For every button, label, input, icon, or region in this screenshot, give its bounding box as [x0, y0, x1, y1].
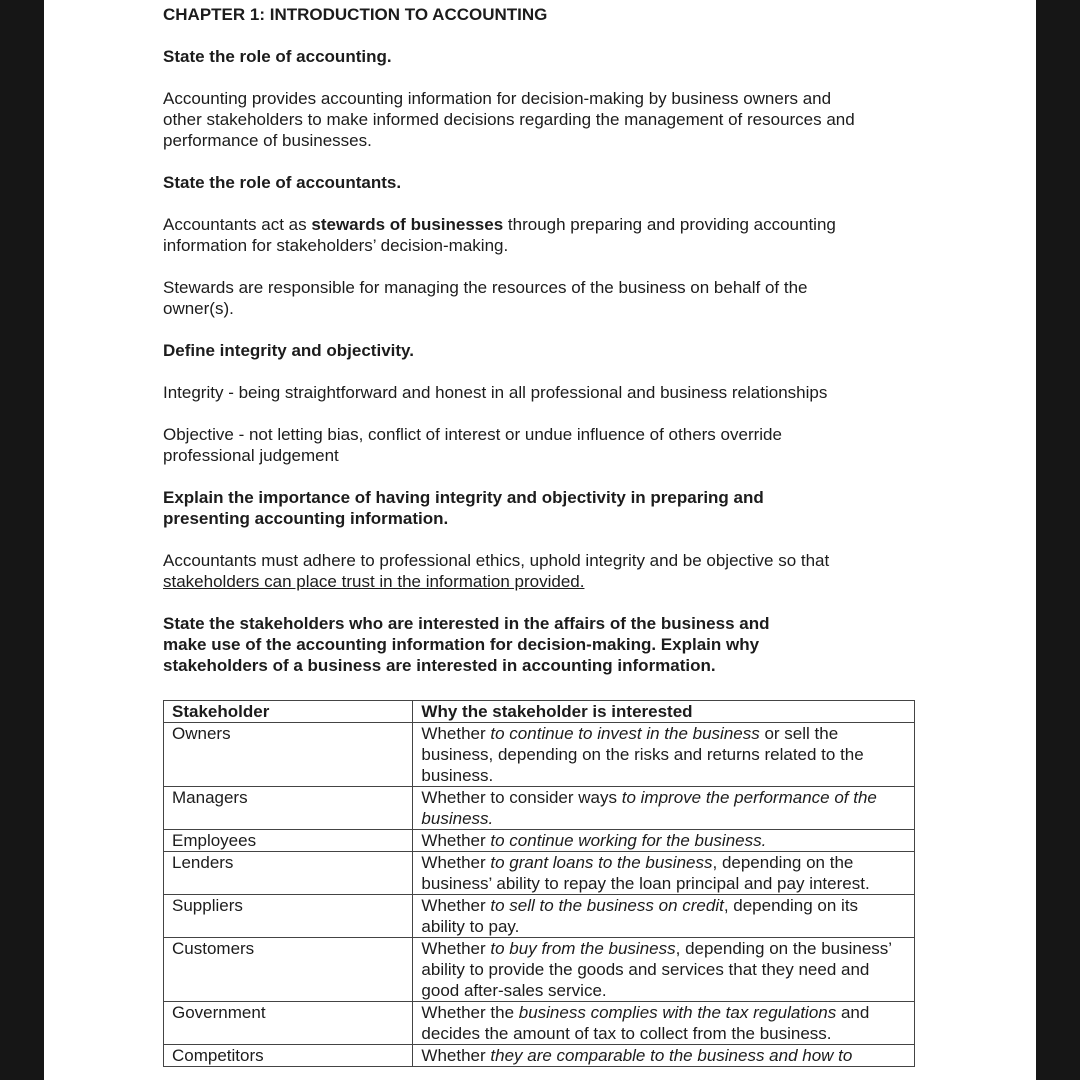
- right-frame: [1036, 0, 1080, 1080]
- table-row: [164, 723, 915, 787]
- table-row: [164, 830, 915, 852]
- italic-span: to sell to the business on credit: [490, 896, 724, 915]
- heading-stakeholders: State the stakeholders who are interested in the affairs of the business and: [163, 614, 770, 633]
- bold-term: stewards of businesses: [311, 215, 504, 234]
- paragraph-line: Objective - not letting bias, conflict of interest or undue influence of others override: [163, 425, 782, 444]
- paragraph-line: performance of businesses.: [163, 131, 372, 150]
- paragraph-line: owner(s).: [163, 299, 234, 318]
- reason-cell: [413, 1045, 915, 1067]
- column-header: Why the stakeholder is interested: [413, 701, 915, 723]
- stakeholder-cell: Competitors: [164, 1045, 413, 1067]
- heading-role-accounting: State the role of accounting.: [163, 47, 392, 66]
- table-row: [164, 895, 915, 938]
- table-row: [164, 1045, 915, 1067]
- document-content: [163, 4, 923, 676]
- stakeholder-cell: Customers: [164, 938, 413, 1002]
- text-span: , depending on its ability to pay.: [421, 896, 859, 936]
- reason-cell: [413, 723, 915, 787]
- paragraph-line: other stakeholders to make informed decisions regarding the management of resources and: [163, 110, 855, 129]
- stakeholder-cell: Owners: [164, 723, 413, 787]
- heading-stakeholders: make use of the accounting information for decision-making. Explain why: [163, 635, 760, 654]
- reason-cell: [413, 852, 915, 895]
- paragraph-line: [163, 214, 923, 235]
- document-page: [44, 0, 1036, 1080]
- text-span: Accountants act as: [163, 215, 312, 234]
- chapter-title: CHAPTER 1: INTRODUCTION TO ACCOUNTING: [163, 5, 548, 24]
- stakeholder-cell: Lenders: [164, 852, 413, 895]
- text-span: Whether to consider ways: [421, 788, 622, 807]
- paragraph-line: Integrity - being straightforward and honest in all professional and business relationships: [163, 383, 828, 402]
- italic-span: to continue working for the business.: [490, 831, 767, 850]
- stakeholder-cell: Employees: [164, 830, 413, 852]
- table-header-row: [164, 701, 915, 723]
- reason-cell: [413, 830, 915, 852]
- column-header: Stakeholder: [164, 701, 413, 723]
- text-span: Whether: [421, 896, 491, 915]
- table-row: [164, 938, 915, 1002]
- text-span: Whether: [421, 939, 491, 958]
- heading-stakeholders: stakeholders of a business are interested in accounting information.: [163, 656, 716, 675]
- reason-cell: [413, 938, 915, 1002]
- left-frame: [0, 0, 44, 1080]
- italic-span: business complies with the tax regulations: [518, 1003, 837, 1022]
- paragraph-line: professional judgement: [163, 446, 339, 465]
- italic-span: they are comparable to the business and how to: [490, 1046, 853, 1065]
- text-span: Whether the: [421, 1003, 519, 1022]
- stakeholder-cell: Government: [164, 1002, 413, 1045]
- text-span: Whether: [421, 724, 491, 743]
- paragraph-line: information for stakeholders’ decision-making.: [163, 236, 509, 255]
- paragraph-line: stakeholders can place trust in the information provided.: [163, 572, 585, 591]
- paragraph-line: Stewards are responsible for managing the resources of the business on behalf of the: [163, 278, 808, 297]
- text-span: and decides the amount of tax to collect from the business.: [421, 1003, 870, 1043]
- paragraph-line: Accountants must adhere to professional ethics, uphold integrity and be objective so that: [163, 551, 830, 570]
- reason-cell: [413, 895, 915, 938]
- text-span: Whether: [421, 1046, 491, 1065]
- heading-integrity: Define integrity and objectivity.: [163, 341, 414, 360]
- text-span: Whether: [421, 853, 491, 872]
- italic-span: to continue to invest in the business: [490, 724, 760, 743]
- text-span: Whether: [421, 831, 491, 850]
- text-span: , depending on the business’ ability to provide the goods and services that they need and good after-sales service.: [421, 939, 892, 1000]
- reason-cell: [413, 1002, 915, 1045]
- italic-span: to grant loans to the business: [490, 853, 713, 872]
- table-row: [164, 787, 915, 830]
- stakeholder-cell: Managers: [164, 787, 413, 830]
- heading-role-accountants: State the role of accountants.: [163, 173, 402, 192]
- heading-importance: Explain the importance of having integrity and objectivity in preparing and: [163, 488, 764, 507]
- table-row: [164, 1002, 915, 1045]
- heading-importance: presenting accounting information.: [163, 509, 449, 528]
- italic-span: to improve the performance of the business.: [421, 788, 877, 828]
- text-span: or sell the business, depending on the risks and returns related to the business.: [421, 724, 864, 785]
- stakeholder-table: [163, 700, 915, 1067]
- italic-span: to buy from the business: [490, 939, 676, 958]
- table-row: [164, 852, 915, 895]
- paragraph-line: Accounting provides accounting information for decision-making by business owners and: [163, 89, 832, 108]
- text-span: , depending on the business’ ability to repay the loan principal and pay interest.: [421, 853, 870, 893]
- stakeholder-cell: Suppliers: [164, 895, 413, 938]
- text-span: through preparing and providing accounting: [503, 215, 836, 234]
- reason-cell: [413, 787, 915, 830]
